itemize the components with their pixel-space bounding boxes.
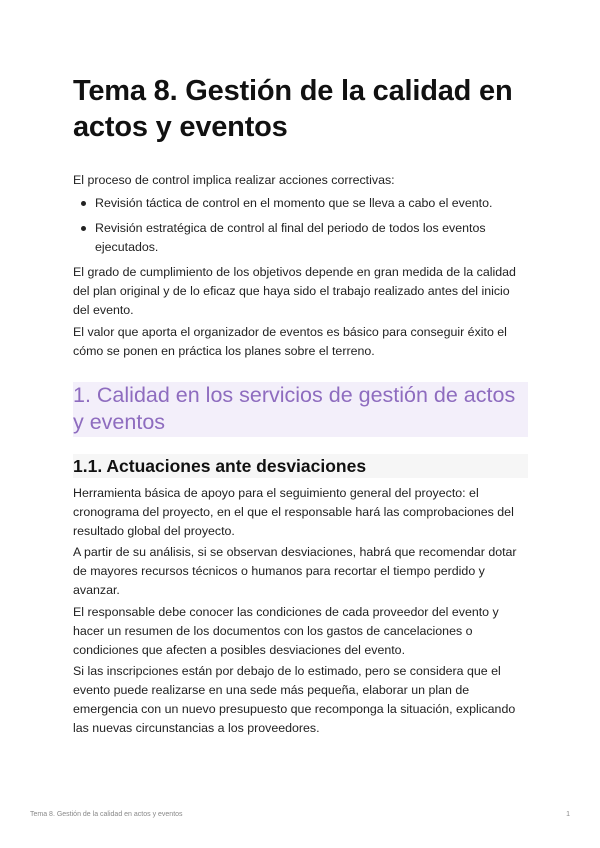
bullet-list: [73, 194, 528, 263]
paragraph: El grado de cumplimiento de los objetivos depende en gran medida de la calidad del plan original y de lo eficaz que haya sido el trabajo realizado antes del inicio del evento.: [73, 265, 516, 317]
list-item-text: Revisión estratégica de control al final del periodo de todos los eventos ejecutados.: [95, 221, 486, 254]
section-heading: 1. Calidad en los servicios de gestión de actos y eventos: [73, 383, 516, 434]
subsection-heading: 1.1. Actuaciones ante desviaciones: [73, 456, 367, 476]
paragraph: El valor que aporta el organizador de eventos es básico para conseguir éxito el cómo se ponen en práctica los planes sobre el terreno.: [73, 325, 507, 358]
list-item: [73, 194, 528, 213]
page-footer: [30, 811, 570, 823]
paragraph: El responsable debe conocer las condiciones de cada proveedor del evento y hacer un resumen de los documentos con los gastos de cancelaciones o condiciones que afecten a posibles desviaciones del evento.: [73, 605, 499, 657]
bullet-icon: [81, 201, 86, 206]
page-number: 1: [566, 811, 570, 818]
paragraph: Herramienta básica de apoyo para el seguimiento general del proyecto: el cronograma del proyecto, en el que el responsable hará las comprobaciones del resultado global del proyecto.: [73, 486, 514, 538]
bullet-icon: [81, 226, 86, 231]
footer-title: Tema 8. Gestión de la calidad en actos y eventos: [30, 811, 183, 818]
paragraph: A partir de su análisis, si se observan desviaciones, habrá que recomendar dotar de mayores recursos técnicos o humanos para recortar el tiempo perdido y avanzar.: [73, 545, 517, 597]
list-item: [73, 219, 528, 257]
intro-paragraph: El proceso de control implica realizar acciones correctivas:: [73, 173, 395, 187]
page-title: Tema 8. Gestión de la calidad en actos y eventos: [73, 75, 513, 143]
list-item-text: Revisión táctica de control en el momento que se lleva a cabo el evento.: [95, 196, 493, 210]
paragraph: Si las inscripciones están por debajo de lo estimado, pero se considera que el evento puede realizarse en una sede más pequeña, elaborar un plan de emergencia con un nuevo presupuesto que recomponga la situación, explicando las nuevas circunstancias a los proveedores.: [73, 664, 516, 735]
